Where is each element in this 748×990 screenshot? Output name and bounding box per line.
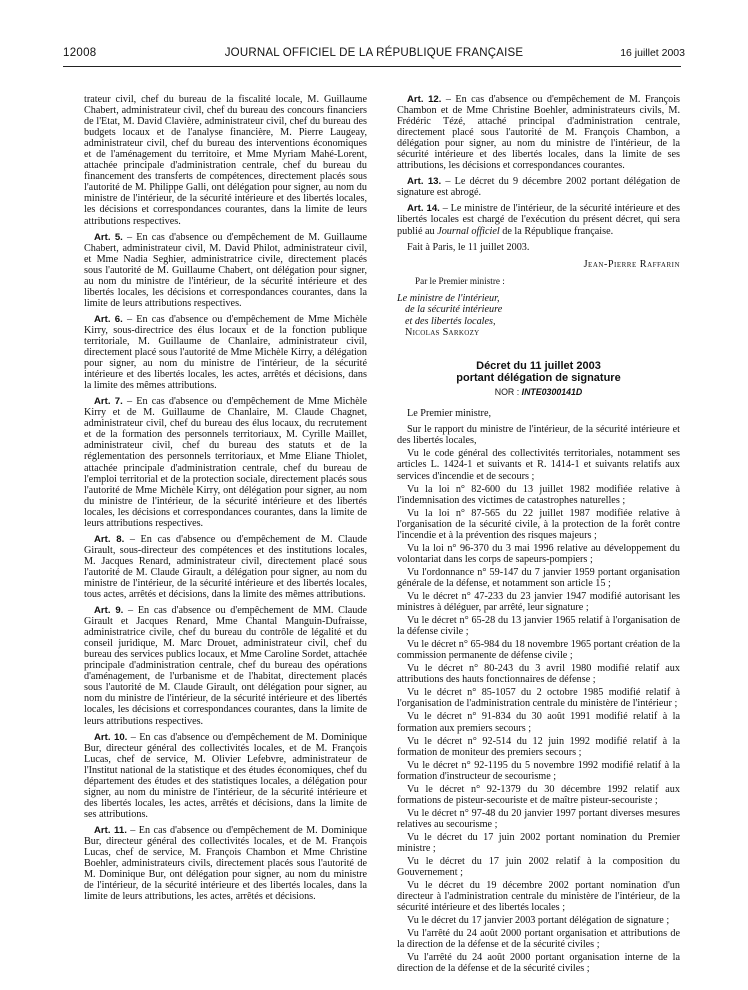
consideration-item: Vu la loi n° 82-600 du 13 juillet 1982 modifiée relative à l'indemnisation des victimes de catastrophes naturelles ; [397,483,680,506]
consideration-item: Vu le code général des collectivités territoriales, notamment ses articles L. 1424-1 et suivants et R. 1414-1 et suivants relatifs aux services d'incendie et de secours ; [397,448,680,482]
article-7 [84,396,367,529]
consideration-item: Vu l'arrêté du 24 août 2000 portant organisation interne de la direction de la défense et de la sécurité civiles ; [397,952,680,975]
article-text: de la République française. [499,225,614,237]
consideration-item: Vu le décret du 19 décembre 2002 portant nomination d'un directeur à l'administration centrale du ministère de l'intérieur, de la sécurité intérieure et des libertés locales ; [397,880,680,914]
article-text: – En cas d'absence ou d'empêchement de M. Dominique Bur, directeur général des collectivités locales, et de M. François Lucas, chef de service, M. François Chambon et Mme Christine Boehler, administrateurs civils, directement placés sous l'autorité de M. Dominique Bur, ont délégation pour signer, au nom du ministre de l'intérieur, de la sécurité intérieure et des libertés locales, dans la limite de leurs attributions, les actes, arrêtés et décisions. [84,824,367,903]
signatory-name: Jean-Pierre Raffarin [583,258,680,270]
article-label: Art. 11. [94,824,127,836]
article-5 [84,232,367,309]
decree-title [397,360,680,384]
article-label: Art. 12. [407,94,442,105]
minister-name: Nicolas Sarkozy [405,327,480,339]
article-8 [84,534,367,600]
article-label: Art. 7. [94,396,123,408]
header-rule [63,66,681,67]
consideration-item: Vu l'ordonnance n° 59-147 du 7 janvier 1959 portant organisation générale de la défense, et notamment son article 15 ; [397,566,680,589]
consideration-item: Vu le décret du 17 janvier 2003 portant délégation de signature ; [407,915,670,927]
consideration-item: Vu le décret n° 92-514 du 12 juin 1992 modifié relatif à la formation de moniteur des premiers secours ; [397,735,680,758]
article-label: Art. 10. [94,731,128,743]
consideration-item: Vu le décret n° 91-834 du 30 août 1991 modifié relatif à la formation aux premiers secours ; [397,711,680,734]
consideration-item: Vu le décret n° 92-1379 du 30 décembre 1992 relatif aux formations de pisteur-secouriste et de maître pisteur-secouriste ; [397,783,680,806]
article-text: – En cas d'absence ou d'empêchement de M. François Chambon et de Mme Christine Boehler, administrateurs civils, M. Frédéric Tézé, attaché principal d'administration centrale, directement placé sous l'autorité de M. François Chambon, a délégation pour signer, au nom du ministre de l'intérieur, de la sécurité intérieure et des libertés locales, dans la limite de ses attributions, les décisions et correspondances courantes. [397,94,680,172]
paragraph-continued: trateur civil, chef du bureau de la fiscalité locale, M. Guillaume Chabert, administrateur civil, chef du bureau des concours financiers de l'Etat, M. David Clavière, administrateur civil, chef du bureau des budgets locaux et de l'analyse financière, M. Pierre Laugeay, administrateur civil, chef du bureau des interventions économiques et de l'aménagement du territoire, et Mme Myriam Mahé-Lorent, attachée principale d'administration centrale, chef du bureau du financement des transferts de compétences, directement placés sous l'autorité de M. Philippe Galli, ont délégation pour signer, au nom du ministre de l'intérieur, de la sécurité intérieure et des libertés locales, les décisions et correspondances courantes, dans la limite de leurs attributions respectives. [84,94,367,227]
journal-title: JOURNAL OFFICIEL DE LA RÉPUBLIQUE FRANÇAISE [224,47,524,59]
consideration-item: Vu le décret n° 85-1057 du 2 octobre 1985 modifié relatif à l'organisation de l'administration centrale du ministère de l'intérieur ; [397,687,680,710]
article-label: Art. 14. [407,203,440,215]
consideration-item: Vu le décret du 17 juin 2002 relatif à la composition du Gouvernement ; [397,856,680,879]
signature-place-date: Fait à Paris, le 11 juillet 2003. [407,241,530,253]
page-number: 12008 [63,47,97,59]
consideration-item: Sur le rapport du ministre de l'intérieur, de la sécurité intérieure et des libertés locales, [397,424,680,447]
minister-title-line: Le ministre de l'intérieur, [397,292,500,304]
article-text: – En cas d'absence ou d'empêchement de M. Guillaume Chabert, administrateur civil, M. David Philot, administrateur civil, et Mme Nadia Seghier, administratrice civile, directement placés sous l'autorité de M. Guillaume Chabert, ont délégation pour signer, au nom du ministre de l'intérieur, de la sécurité intérieure et des libertés locales, les décisions et correspondances courantes, dans la limite de leurs attributions respectives. [84,231,367,309]
consideration-item: Vu le décret du 17 juin 2002 portant nomination du Premier ministre ; [397,831,680,854]
consideration-item: Vu l'arrêté du 24 août 2000 portant organisation et attributions de la direction de la défense et de la sécurité civiles ; [397,928,680,951]
article-label: Art. 9. [94,605,124,617]
left-column [84,94,367,907]
article-label: Art. 5. [94,231,123,243]
prime-minister-intro: Le Premier ministre, [407,408,492,420]
article-label: Art. 13. [407,176,442,188]
article-9 [84,605,367,727]
journal-officiel-ref: Journal officiel [437,225,500,237]
consideration-item: Vu le décret n° 65-28 du 13 janvier 1965 relatif à l'organisation de la défense civile ; [397,615,680,638]
consideration-item: Vu la loi n° 96-370 du 3 mai 1996 relative au développement du volontariat dans les corps de sapeurs-pompiers ; [397,542,680,565]
article-10 [84,732,367,820]
article-text: – Le décret du 9 décembre 2002 portant délégation de signature est abrogé. [397,176,680,199]
article-text: – En cas d'absence ou d'empêchement de Mme Michèle Kirry et de M. Guillaume de Chanlaire, M. Claude Chagnet, administrateur civil, chef du bureau des élus locaux, du recrutement et de la formation des personnels territoriaux, M. Cyrille Maillet, administrateur civil, chef du bureau des statuts et de la réglementation des personnels territoriaux, et Mme Eliane Thiolet, attachée principale d'administration centrale, chef du bureau de l'emploi territorial et de la protection sociale, directement placés sous l'autorité de Mme Michèle Kirry, ont délégation pour signer, au nom du ministre de l'intérieur, de la sécurité intérieure et des libertés locales, les décisions et correspondances courantes, dans la limite de leurs attributions respectives. [84,396,367,529]
by-prime-minister: Par le Premier ministre : [415,275,505,286]
consideration-item: Vu le décret n° 80-243 du 3 avril 1980 modifié relatif aux attributions des hauts fonctionnaires de défense ; [397,663,680,686]
minister-title-line: de la sécurité intérieure [405,304,503,316]
article-text: – En cas d'absence ou d'empêchement de MM. Claude Girault et Jacques Renard, Mme Chantal Manguin-Dufraisse, administratrice civile, chef du bureau du contrôle de légalité et du conseil juridique, M. Marc Drouet, administrateur civil, chef du bureau des services publics locaux, et Mme Caroline Sordet, attachée principale d'administration centrale, chef du bureau des opérations d'aménagement, de l'urbanisme et de l'habitat, directement placés sous l'autorité de M. Claude Girault, ont délégation pour signer, au nom du ministre de l'intérieur, de la sécurité intérieure et des libertés locales, les décisions et correspondances courantes, dans la limite de leurs attributions respectives. [84,605,367,727]
consideration-item: Vu le décret n° 92-1195 du 5 novembre 1992 modifié relatif à la formation d'instructeur de secourisme ; [397,759,680,782]
nor-code: INTE0300141D [521,387,583,398]
consideration-item: Vu la loi n° 87-565 du 22 juillet 1987 modifiée relative à l'organisation de la sécurité civile, à la protection de la forêt contre l'incendie et à la prévention des risques majeurs ; [397,507,680,541]
decree-title-line: Décret du 11 juillet 2003 [476,360,601,373]
article-12 [397,94,680,171]
article-label: Art. 6. [94,313,123,325]
article-text: – Le ministre de l'intérieur, de la sécurité intérieure et des libertés locales est chargé de l'exécution du présent décret, qui sera publié au [397,203,680,237]
considerations-list [397,424,680,974]
article-text: – En cas d'absence ou d'empêchement de M. Claude Girault, sous-directeur des compétences et des institutions locales, M. Jacques Renard, administrateur civil, directement placé sous l'autorité de M. Claude Girault, a délégation pour signer, au nom du ministre de l'intérieur, de la sécurité intérieure et des libertés locales, tous actes, arrêtés et décisions, dans la limite des mêmes attributions. [84,533,367,601]
article-11 [84,825,367,902]
article-text: – En cas d'absence ou d'empêchement de M. Dominique Bur, directeur général des collectivités locales, et de M. François Lucas, chef de service, M. Olivier Lefebvre, administrateur de l'Institut national de la statistique et des études économiques, chef du département des études et des statistiques locales, a délégation pour signer, au nom du ministre de l'intérieur, de la sécurité intérieure et des libertés locales, les actes, arrêtés et décisions, dans la limite de ses attributions. [84,731,367,820]
article-13 [397,176,680,198]
nor-label: NOR : [494,387,522,398]
page-header [63,47,685,63]
article-text: – En cas d'absence ou d'empêchement de Mme Michèle Kirry, sous-directrice des élus locaux et de la fonction publique territoriale, M. Guillaume de Chanlaire, administrateur civil, directement placé sous l'autorité de Mme Michèle Kirry, a délégation pour signer, au nom du ministre de l'intérieur, de la sécurité intérieure et des libertés locales, les actes, arrêtés et décisions, dans la limite des mêmes attributions. [84,313,367,392]
consideration-item: Vu le décret n° 97-48 du 20 janvier 1997 portant diverses mesures relatives au secourisme ; [397,807,680,830]
article-6 [84,314,367,391]
minister-title-line: et des libertés locales, [405,315,496,327]
right-column [397,94,680,977]
minister-title [397,293,680,328]
consideration-item: Vu le décret n° 65-984 du 18 novembre 1965 portant création de la commission permanente de défense civile ; [397,639,680,662]
article-label: Art. 8. [94,533,125,545]
consideration-item: Vu le décret n° 47-233 du 23 janvier 1947 modifié autorisant les ministres à déléguer, par arrêté, leur signature ; [397,591,680,614]
decree-title-line: portant délégation de signature [456,372,621,385]
issue-date: 16 juillet 2003 [620,47,685,59]
article-14 [397,203,680,236]
nor-reference [397,387,680,398]
